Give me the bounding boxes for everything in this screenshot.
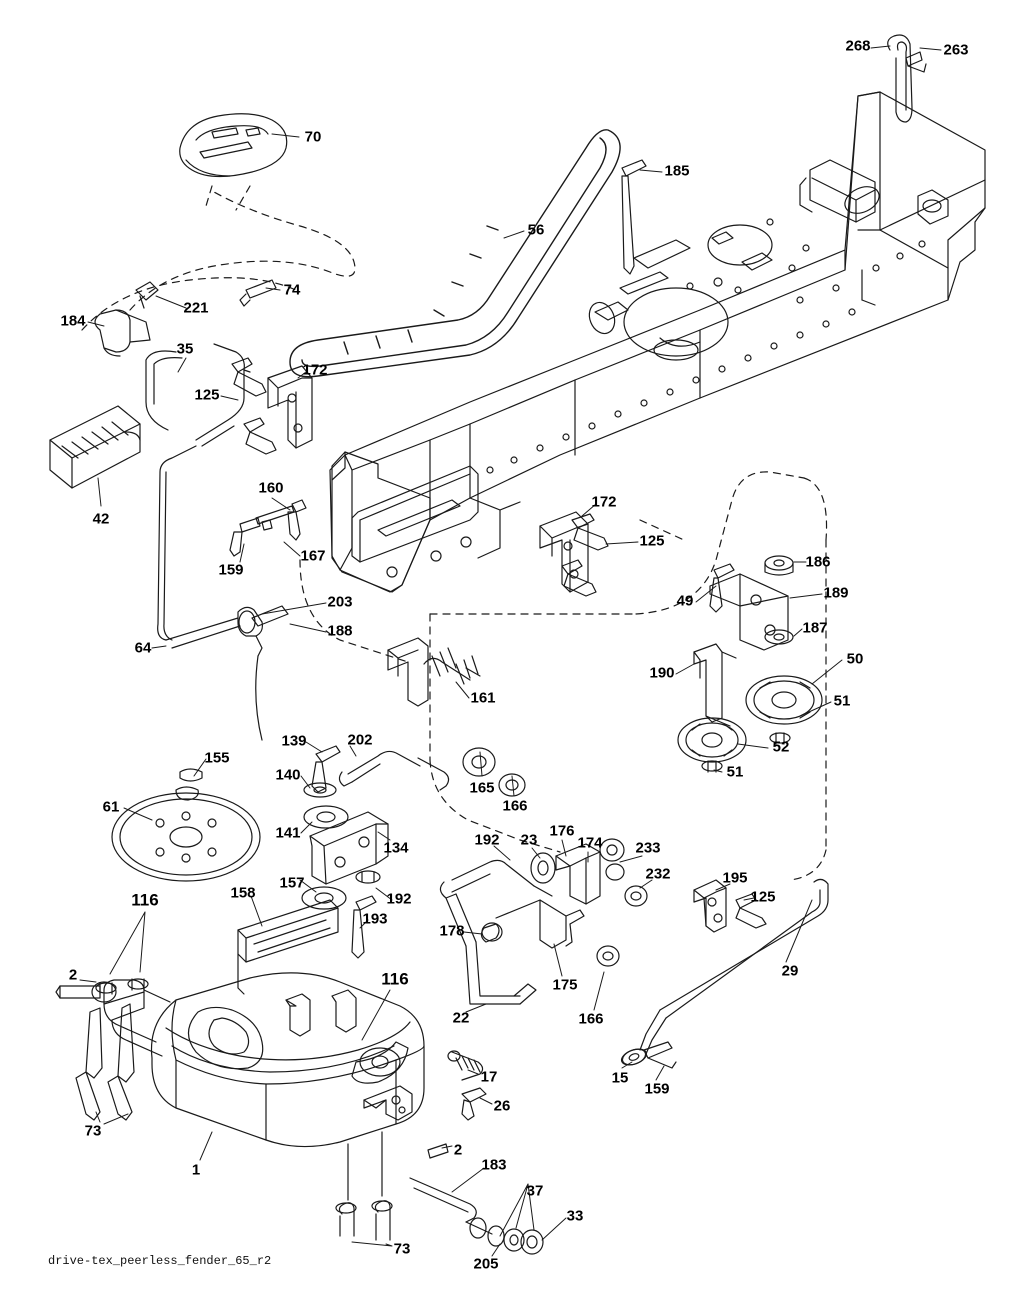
callout-157: 157 [279,874,305,892]
callout-22: 22 [452,1009,470,1027]
callout-50: 50 [846,650,864,668]
callout-125: 125 [639,532,665,550]
callout-185: 185 [664,162,690,180]
callout-73: 73 [393,1240,411,1258]
callout-2: 2 [453,1141,463,1159]
callout-70: 70 [304,128,322,146]
axle-183 [410,1178,543,1254]
callout-23: 23 [520,831,538,849]
shift-lever-assembly [440,839,647,1004]
callout-167: 167 [300,547,326,565]
callout-172: 172 [302,361,328,379]
callout-52: 52 [772,738,790,756]
callout-187: 187 [802,619,828,637]
transaxle-pulley-61 [112,769,260,881]
callout-193: 193 [362,910,388,928]
callout-205: 205 [473,1255,499,1273]
callout-74: 74 [283,281,301,299]
leader-lines [80,46,941,1256]
callout-42: 42 [92,510,110,528]
callout-159: 159 [644,1080,670,1098]
callout-155: 155 [204,749,230,767]
small-hardware-left [230,500,306,556]
callout-174: 174 [577,834,603,852]
callout-116: 116 [381,969,409,989]
callout-175: 175 [552,976,578,994]
callout-139: 139 [281,732,307,750]
callout-73: 73 [84,1122,102,1140]
callout-172: 172 [591,493,617,511]
callout-116: 116 [131,890,159,910]
callout-195: 195 [722,869,748,887]
callout-192: 192 [474,831,500,849]
callout-166: 166 [578,1010,604,1028]
bracket-172-lower [540,512,608,596]
fender-assembly [180,114,287,177]
chassis-frame [330,92,985,592]
callout-188: 188 [327,622,353,640]
callout-64: 64 [134,639,152,657]
callout-33: 33 [566,1207,584,1225]
callout-161: 161 [470,689,496,707]
callout-17: 17 [480,1068,498,1086]
callout-165: 165 [469,779,495,797]
callout-140: 140 [275,766,301,784]
callout-221: 221 [183,299,209,317]
callout-160: 160 [258,479,284,497]
callout-186: 186 [805,553,831,571]
callout-192: 192 [386,890,412,908]
bracket-190 [694,644,736,726]
bracket-134-assembly [238,746,388,994]
callout-183: 183 [481,1156,507,1174]
foot-pedal [50,406,140,488]
callout-125: 125 [194,386,220,404]
drive-belt [290,130,620,377]
callout-134: 134 [383,839,409,857]
callout-15: 15 [611,1069,629,1087]
figure-caption: drive-tex_peerless_fender_65_r2 [48,1254,272,1268]
callout-158: 158 [230,884,256,902]
callout-37: 37 [526,1182,544,1200]
callout-61: 61 [102,798,120,816]
callout-268: 268 [845,37,871,55]
bolt-185 [622,160,646,274]
brake-rod-linkage [92,280,276,648]
callout-51: 51 [833,692,851,710]
transaxle-assembly [56,969,424,1240]
callout-141: 141 [275,824,301,842]
callout-263: 263 [943,41,969,59]
callout-190: 190 [649,664,675,682]
callout-35: 35 [176,340,194,358]
callout-176: 176 [549,822,575,840]
callout-56: 56 [527,221,545,239]
link-202 [339,748,525,796]
callout-232: 232 [645,865,671,883]
callout-29: 29 [781,962,799,980]
callout-166: 166 [502,797,528,815]
shaft-203-188 [238,606,288,740]
callout-2: 2 [68,966,78,984]
callout-189: 189 [823,584,849,602]
callout-51: 51 [726,763,744,781]
callout-203: 203 [327,593,353,611]
callout-184: 184 [60,312,86,330]
callout-49: 49 [676,592,694,610]
callout-178: 178 [439,922,465,940]
callout-26: 26 [493,1097,511,1115]
callout-159: 159 [218,561,244,579]
callout-1: 1 [191,1161,201,1179]
callout-233: 233 [635,839,661,857]
spring-161 [388,638,480,706]
callout-125: 125 [750,888,776,906]
callout-202: 202 [347,731,373,749]
